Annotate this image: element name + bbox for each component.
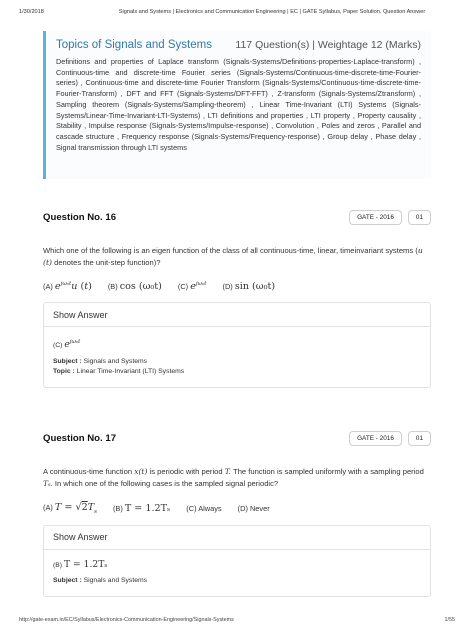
answer-body xyxy=(44,327,430,387)
answer-math: $e^{j\omega_0t}$ xyxy=(64,339,81,351)
option-math: $T = √2T_s$ xyxy=(54,502,97,515)
subject-value: Signals and Systems xyxy=(83,357,148,365)
option-math: sin (ω₀t) xyxy=(234,281,276,293)
question-16 xyxy=(43,208,431,388)
answer-math: T = 1.2Tₛ xyxy=(63,558,108,570)
show-answer-button[interactable]: Show Answer xyxy=(44,526,430,550)
option-label: (C) xyxy=(177,282,189,292)
topic-row xyxy=(53,367,421,378)
question-text-part: The function is sampled uniformly with a sampling period xyxy=(231,467,424,476)
topic-title[interactable]: Topics of Signals and Systems xyxy=(56,39,212,51)
exam-tag[interactable]: GATE - 2016 xyxy=(349,431,402,446)
option-label: (D) xyxy=(237,503,248,513)
question-text-part: denotes the unit-step function)? xyxy=(51,258,161,267)
answer-body xyxy=(44,550,430,596)
question-title: Question No. 16 xyxy=(43,211,117,223)
option-math: T = 1.2Tₛ xyxy=(124,502,171,514)
question-17 xyxy=(43,429,431,597)
option-math: $e^{j\omega_0t}$ xyxy=(190,281,207,293)
question-math: Tₛ xyxy=(43,479,51,488)
answer-line xyxy=(53,337,421,352)
option-a xyxy=(43,502,97,515)
answer-label: (B) xyxy=(53,561,63,569)
question-header xyxy=(43,208,431,226)
footer-url[interactable]: http://gate-exam.in/EC/Syllabus/Electronics-Communication-Engineering/Signals-Systems xyxy=(19,617,234,623)
subject-row xyxy=(53,576,421,587)
set-tag[interactable]: 01 xyxy=(408,210,431,225)
page-number: 1/55 xyxy=(444,617,455,623)
topic-header xyxy=(56,39,421,51)
question-header xyxy=(43,429,431,447)
answer-line xyxy=(53,560,421,572)
options xyxy=(43,281,431,292)
print-header xyxy=(19,9,455,15)
subject-label: Subject : xyxy=(53,577,82,585)
option-d xyxy=(223,281,276,292)
question-math: T. xyxy=(224,467,232,476)
option-c xyxy=(186,504,221,513)
show-answer-button[interactable]: Show Answer xyxy=(44,303,430,327)
option-label: (B) xyxy=(112,503,123,513)
option-label: (A) xyxy=(43,503,53,512)
topic-meta: 117 Question(s) | Weightage 12 (Marks) xyxy=(235,39,421,51)
options xyxy=(43,502,431,515)
question-tags xyxy=(349,210,431,225)
print-title: Signals and Systems | Electronics and Communication Engineering | EC | GATE Syllabus, Paper Solution, Question Answer xyxy=(118,9,426,15)
option-label: (D) xyxy=(222,282,233,292)
topic-panel xyxy=(43,31,431,179)
option-math: $e^{j\omega_0t}u$ (t) xyxy=(54,281,92,293)
question-math: u (t) xyxy=(43,246,423,267)
option-label: (B) xyxy=(107,282,118,292)
question-title: Question No. 17 xyxy=(43,432,117,444)
option-label: (C) xyxy=(186,503,197,513)
option-text: Always xyxy=(198,503,222,513)
option-label: (A) xyxy=(43,282,53,292)
question-tags xyxy=(349,431,431,446)
subject-value: Signals and Systems xyxy=(83,577,148,585)
topic-value: Linear Time-Invariant (LTI) Systems xyxy=(76,368,185,376)
option-b xyxy=(108,281,162,292)
option-b xyxy=(113,503,170,514)
answer-card xyxy=(43,302,431,388)
option-math: cos (ω₀t) xyxy=(119,281,162,293)
question-text-part: is periodic with period xyxy=(147,467,225,476)
option-a xyxy=(43,281,92,292)
question-text-part: . In which one of the following cases is the sampled signal periodic? xyxy=(50,479,279,488)
set-tag[interactable]: 01 xyxy=(408,431,431,446)
answer-label: (C) xyxy=(53,342,63,350)
question-math: x(t) xyxy=(134,467,148,476)
option-c xyxy=(178,281,207,292)
print-date: 1/30/2018 xyxy=(19,9,44,15)
option-text: Never xyxy=(249,503,270,513)
exam-tag[interactable]: GATE - 2016 xyxy=(349,210,402,225)
print-footer xyxy=(19,617,455,623)
question-text xyxy=(43,466,431,490)
answer-card xyxy=(43,525,431,597)
question-text xyxy=(43,245,431,269)
question-text-part: Which one of the following is an eigen function of the class of all continuous-time, linear, timeinvariant systems ( xyxy=(43,246,418,255)
topic-description: Definitions and properties of Laplace transform (Signals-Systems/Definitions-properties-Laplace-transform) , Continuous-time and discrete-time Fourier series (Signals-Systems/Continuous-time-discrete-time-Fourier-series) , Continuous-time and discrete-time Fourier Transform (Signals-Systems/Continuous-time-discrete-time-Fourier-Transform) , DFT and FFT (Signals-Systems/DFT-FFT) , Z-transform (Signals-Systems/Ztransform) , Sampling theorem (Signals-Systems/Sampling-theorem) , Linear Time-Invariant (LTI) Systems (Signals-Systems/Linear-Time-Invariant-LTI-Systems) , LTI definitions and properties , LTI property , Property causality , Stability , Impulse response (Signals-Systems/Impulse-response) , Convolution , Poles and zeros , Parallel and cascade structure , Frequency response (Signals-Systems/Frequency-response) , Group delay , Phase delay , Signal transmission through LTI systems xyxy=(56,57,421,152)
option-d xyxy=(238,504,270,513)
question-text-part: A continuous-time function xyxy=(43,467,135,476)
topic-label: Topic : xyxy=(53,368,75,376)
subject-label: Subject : xyxy=(53,357,82,365)
subject-row xyxy=(53,357,421,368)
